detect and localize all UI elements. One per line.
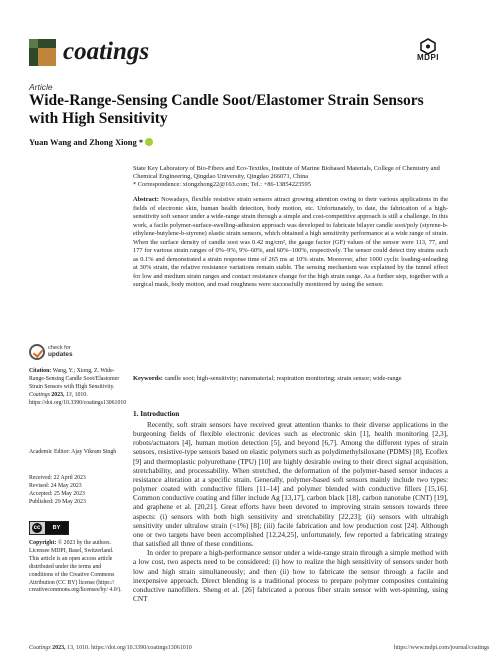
keywords-label: Keywords: bbox=[133, 375, 163, 382]
cc-icon: cc bbox=[33, 525, 41, 531]
copyright-block bbox=[29, 540, 124, 595]
journal-logo bbox=[29, 37, 169, 67]
abstract-label: Abstract: bbox=[133, 196, 159, 203]
footer-year: 2023, bbox=[52, 645, 66, 651]
footer-doi[interactable]: 13, 1010. https://doi.org/10.3390/coatings13061010 bbox=[67, 645, 192, 651]
abstract bbox=[133, 196, 448, 290]
mdpi-hexagon-icon bbox=[410, 38, 446, 54]
copyright-text: © 2023 by the authors. Licensee MDPI, Basel, Switzerland. This article is an open access article distributed under the terms and conditions of the Creative Commons Attribution (CC BY) license (https:// creativecommons.org/licenses/by/ 4.0/). bbox=[29, 540, 122, 594]
affiliation-line: State Key Laboratory of Bio-Fibers and Eco-Textiles, Institute of Marine Biobased Materials, College of Chemistry and Chemical Engineering, Qingdao University, Qingdao 266071, China bbox=[133, 165, 440, 181]
citation-label: Citation: bbox=[29, 368, 52, 374]
affiliation bbox=[133, 165, 448, 190]
intro-paragraph: In order to prepare a high-performance sensor under a wide-range strain through a simple method with a low cost, two aspects need to be considered: (i) how to realize the high sensitivity of sensors under both low and high strain simultaneously; and then (ii) how to fabricate the sensor through a facile and inexpensive approach. Direct blending is a traditional process to prepare polymer composites containing conductive nanofillers. Sheng et al. [26] fabricated a porous fiber strain sensor with wet-spinning, using CNT bbox=[133, 549, 448, 603]
check-updates-icon bbox=[29, 344, 45, 360]
mdpi-logo bbox=[410, 38, 446, 66]
check-updates-text bbox=[48, 345, 73, 358]
published-date: Published: 29 May 2023 bbox=[29, 498, 86, 505]
intro-paragraph: Recently, soft strain sensors have received great attention thanks to their diverse applications in the burgeoning fields of flexible electronic devices such as electronic skin [1], health monitoring [2,3], robots/actuators [4], human motion detection [5], and beyond [6,7]. Among the different types of strain sensors, resistive-type sensors based on elastic polymers such as polydimethylsiloxane (PDMS) [8], Ecoflex [9] and thermoplastic polyurethane (TPU) [10] are highly desirable owing to their direct signal acquisition, stretchability, and processability. When stretched, the deformation of the polymer-based sensor induces a resistance alteration at a specific strain. Generally, polymer-based soft sensors mainly include two types: polymer coated with conductive fillers [11–14] and polymer blended with conductive fillers [15,16]. Common conductive coating and filler include Ag [13,17], carbon black [18], carbon nanotube (CNT) [19], and graphene et al. [20,21]. Great efforts have been devoted to improving strain sensors towards three aspects: (i) sensors with both high sensitivity and stretchability [22,23]; (ii) sensors with ultrahigh sensitivity under ultralow strain (<1%) [8]; (iii) facile fabrication and low production cost [24]. Although one or two targets have been accomplished [12,24,25], unfortunately, few reported a fabricating strategy that satisfied all three of these conditions. bbox=[133, 421, 448, 549]
by-icon: BY bbox=[45, 522, 68, 534]
citation-doi[interactable]: 1010. https://doi.org/10.3390/coatings13061010 bbox=[29, 391, 127, 406]
academic-editor: Academic Editor: Ajay Vikram Singh bbox=[29, 449, 117, 455]
publisher-name: MDPI bbox=[417, 53, 439, 62]
citation-year: 2023, bbox=[51, 391, 65, 398]
citation-text: Wang, Y.; Xiong, Z. Wide-Range-Sensing Candle Soot/Elastomer Strain Sensors with High Sensitivity. bbox=[29, 368, 120, 390]
copyright-label: Copyright: bbox=[29, 540, 57, 546]
revised-date: Revised: 24 May 2023 bbox=[29, 482, 82, 489]
journal-name: coatings bbox=[63, 38, 150, 65]
coatings-logo-icon bbox=[29, 39, 56, 66]
section-heading: 1. Introduction bbox=[133, 410, 180, 418]
authors bbox=[29, 137, 153, 147]
article-title: Wide-Range-Sensing Candle Soot/Elastomer Strain Sensors with High Sensitivity bbox=[29, 92, 424, 127]
check-line2: updates bbox=[48, 350, 73, 358]
correspondence-line: * Correspondence: xiongzhong22@163.com; Tel.: +86-13854223595 bbox=[133, 181, 311, 189]
accepted-date: Accepted: 25 May 2023 bbox=[29, 490, 85, 497]
article-type: Article bbox=[29, 82, 53, 92]
keywords bbox=[133, 375, 448, 383]
footer-journal-url[interactable]: https://www.mdpi.com/journal/coatings bbox=[394, 645, 489, 651]
citation-block bbox=[29, 368, 127, 408]
citation-volume: 13, bbox=[65, 391, 74, 398]
orcid-icon[interactable] bbox=[145, 138, 153, 146]
dates-block bbox=[29, 475, 124, 507]
keywords-text: candle soot; high-sensitivity; nanomaterial; respiration monitoring; strain sensor; wide-range bbox=[164, 375, 402, 382]
author-names: Yuan Wang and Zhong Xiong * bbox=[29, 137, 144, 147]
footer-journal: Coatings bbox=[29, 645, 51, 651]
received-date: Received: 22 April 2023 bbox=[29, 475, 86, 481]
check-for-updates-badge[interactable] bbox=[29, 344, 99, 364]
cc-license-badge[interactable] bbox=[29, 521, 69, 535]
abstract-text: Nowadays, flexible resistive strain sensors attract growing attention owing to their various applications in the fields of electronic skin, human health detection, body motion, etc. Unfortunately, to date, the fabrication of a high-sensitivity soft sensor under a wide-range strain through a simple and cost-competitive approach is still a challenge. In this work, a facile polymer-surface-swelling-adhesion approach was developed to fabricate bilayer candle soot/poly (styrene-b-ethylene-butylene-b-styrene) elastic strain sensors, which obtained a high sensitivity performance at a wide range of strain. When the surface density of candle soot was 0.42 mg/cm², the gauge factor (GF) values of the sensor were 113, 77, and 177 for various strain ranges of 0%–9%, 9%–60%, and 60%–100%, respectively. The sensor could detect tiny strains such as 0.1% and demonstrated a strain response time of 265 ms at 10% strain. Moreover, after 1000 cyclic loading-unloading at 30% strain, the relative resistance variations remain stable. The sensing mechanism was explained by the tunnel effect for low and medium strain ranges and contact resistance change for the high strain range. As a further step, together with a surgical mask, body motion, and road roughness were successfully monitored by using the sensor. bbox=[133, 196, 448, 289]
introduction-body bbox=[133, 421, 448, 604]
footer-citation bbox=[29, 645, 192, 651]
citation-journal: Coatings bbox=[29, 391, 50, 398]
check-line1: check for bbox=[48, 345, 71, 351]
